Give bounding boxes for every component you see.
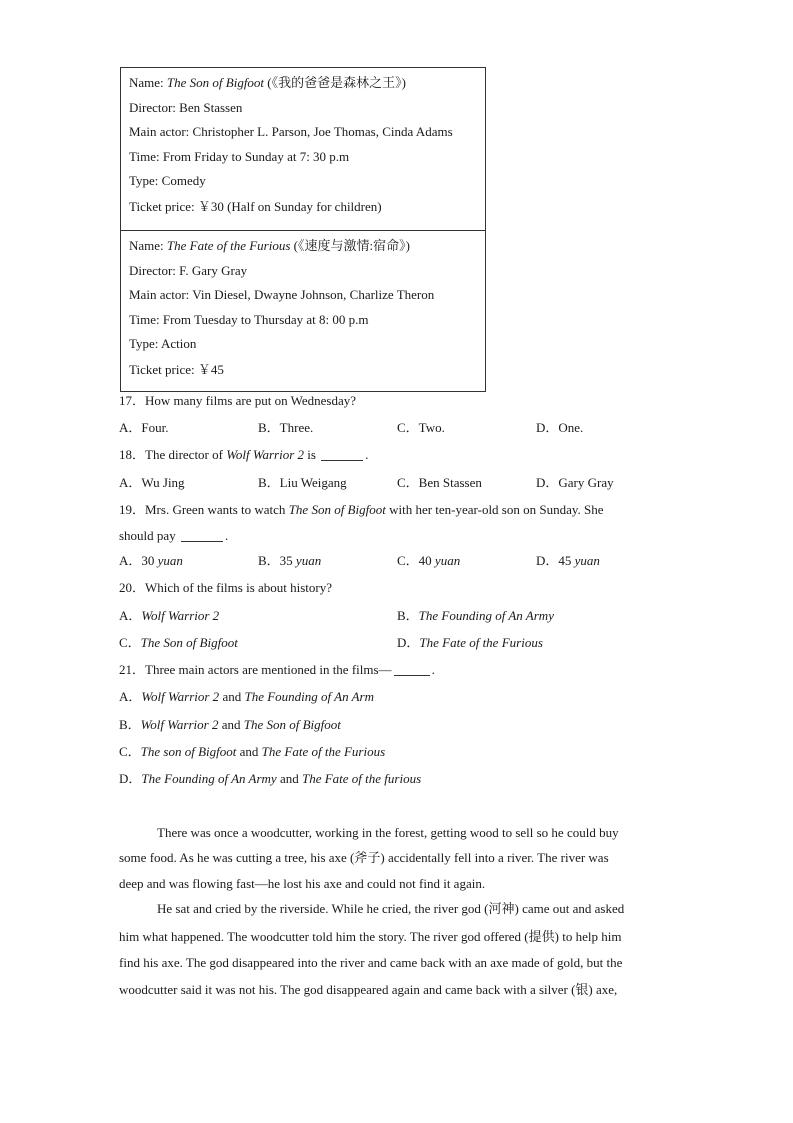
stem-text: 18．The director of	[119, 447, 227, 462]
q20-option-d[interactable]	[397, 633, 543, 653]
option-conjunction: and	[276, 771, 302, 786]
option-amount: 30	[141, 553, 158, 568]
passage-line: some food. As he was cutting a tree, his axe (斧子) accidentally fell into a river. The river was	[119, 850, 609, 865]
q17-option-a[interactable]: A．Four.	[119, 420, 169, 435]
option-conjunction: and	[236, 744, 262, 759]
option-title: Wolf Warrior 2	[141, 608, 220, 623]
option-title: The Son of Bigfoot	[243, 717, 341, 732]
option-letter: B．	[397, 608, 419, 623]
q18-option-b[interactable]: B．Liu Weigang	[258, 475, 347, 490]
q21-option-b[interactable]	[119, 715, 341, 735]
question-19-stem-line2	[119, 526, 228, 546]
option-letter: A．	[119, 553, 142, 568]
option-conjunction: and	[219, 689, 245, 704]
option-letter: D．	[119, 771, 142, 786]
passage-line: him what happened. The woodcutter told him the story. The river god offered (提供) to help him	[119, 929, 622, 944]
stem-text: should pay	[119, 528, 179, 543]
option-title: The Fate of the furious	[301, 771, 422, 786]
film-title: The Son of Bigfoot	[166, 75, 265, 90]
q19-option-c[interactable]	[397, 551, 460, 571]
option-letter: D．	[397, 635, 420, 650]
passage-line: woodcutter said it was not his. The god disappeared again and came back with a silver (银) axe,	[119, 982, 618, 997]
q18-option-a[interactable]: A．Wu Jing	[119, 475, 185, 490]
film-title-cn: (《我的爸爸是森林之王》)	[267, 75, 406, 90]
option-letter: D．	[536, 553, 559, 568]
film-actors: Main actor: Christopher L. Parson, Joe Thomas, Cinda Adams	[129, 124, 453, 139]
film-type: Type: Comedy	[129, 173, 206, 188]
option-title: The son of Bigfoot	[140, 744, 237, 759]
option-unit: yuan	[434, 553, 461, 568]
film-price: Ticket price: ￥45	[129, 361, 224, 377]
q18-option-c[interactable]: C．Ben Stassen	[397, 475, 482, 490]
film-time: Time: From Tuesday to Thursday at 8: 00 p.m	[129, 311, 369, 327]
film-block-2	[121, 230, 485, 391]
answer-blank	[321, 447, 363, 461]
q19-option-b[interactable]	[258, 551, 321, 571]
option-title: The Son of Bigfoot	[140, 635, 238, 650]
option-title: The Founding of An Army	[141, 771, 277, 786]
answer-blank	[394, 662, 430, 676]
option-title: The Fate of the Furious	[419, 635, 543, 650]
name-label: Name:	[129, 75, 164, 90]
stem-text: is	[304, 447, 320, 462]
film-title-cn: (《速度与激情:宿命》)	[293, 238, 410, 253]
q20-option-a[interactable]	[119, 606, 219, 626]
option-letter: A．	[119, 608, 142, 623]
option-title: The Fate of the Furious	[261, 744, 386, 759]
q21-option-d[interactable]	[119, 769, 421, 789]
q21-option-a[interactable]	[119, 687, 374, 707]
option-letter: C．	[119, 744, 141, 759]
name-label: Name:	[129, 238, 164, 253]
film-time: Time: From Friday to Sunday at 7: 30 p.m	[129, 148, 350, 164]
option-amount: 45	[558, 553, 575, 568]
option-letter: C．	[119, 635, 141, 650]
option-title: The Founding of An Arm	[244, 689, 374, 704]
q21-option-c[interactable]	[119, 742, 385, 762]
film-block-1	[121, 68, 485, 230]
q17-option-d[interactable]: D．One.	[536, 420, 584, 435]
question-21-stem	[119, 660, 435, 680]
q19-option-d[interactable]	[536, 551, 600, 571]
film-actors: Main actor: Vin Diesel, Dwayne Johnson, Charlize Theron	[129, 287, 435, 302]
question-20-stem: 20．Which of the films is about history?	[119, 580, 333, 595]
answer-blank	[181, 528, 223, 542]
film-director: Director: F. Gary Gray	[129, 262, 248, 278]
q17-option-b[interactable]: B．Three.	[258, 420, 314, 435]
stem-text: .	[431, 662, 435, 677]
option-unit: yuan	[574, 553, 600, 568]
film-info-table	[120, 67, 486, 392]
option-letter: B．	[119, 717, 141, 732]
q17-option-c[interactable]: C．Two.	[397, 420, 445, 435]
stem-text: .	[224, 528, 229, 543]
passage-line: find his axe. The god disappeared into the river and came back with an axe made of gold, but the	[119, 955, 623, 970]
option-amount: 40	[418, 553, 435, 568]
option-conjunction: and	[218, 717, 244, 732]
film-director: Director: Ben Stassen	[129, 99, 243, 115]
question-18-stem	[119, 445, 368, 465]
film-name	[129, 71, 485, 96]
film-title: The Fate of the Furious	[166, 238, 291, 253]
film-price: Ticket price: ￥30 (Half on Sunday for children)	[129, 198, 382, 214]
question-17-stem: 17．How many films are put on Wednesday?	[119, 393, 356, 408]
stem-title: The Son of Bigfoot	[288, 502, 386, 517]
stem-text: .	[365, 447, 369, 462]
film-type: Type: Action	[129, 336, 197, 351]
q19-option-a[interactable]	[119, 551, 183, 571]
option-title: Wolf Warrior 2	[141, 689, 220, 704]
option-letter: A．	[119, 689, 142, 704]
q20-option-b[interactable]	[397, 606, 554, 626]
stem-text: 21．Three main actors are mentioned in the films—	[119, 662, 392, 677]
option-title: The Founding of An Army	[418, 608, 554, 623]
option-letter: B．	[258, 553, 280, 568]
passage-line: He sat and cried by the riverside. While he cried, the river god (河神) came out and asked	[157, 901, 625, 916]
passage-line: There was once a woodcutter, working in the forest, getting wood to sell so he could buy	[157, 825, 619, 840]
option-unit: yuan	[157, 553, 183, 568]
question-19-stem	[119, 500, 604, 520]
passage-line: deep and was flowing fast—he lost his axe and could not find it again.	[119, 876, 486, 891]
stem-text: 19．Mrs. Green wants to watch	[119, 502, 289, 517]
q18-option-d[interactable]: D．Gary Gray	[536, 475, 614, 490]
stem-text: with her ten-year-old son on Sunday. She	[385, 502, 604, 517]
option-title: Wolf Warrior 2	[140, 717, 219, 732]
option-amount: 35	[279, 553, 296, 568]
option-letter: C．	[397, 553, 419, 568]
q20-option-c[interactable]	[119, 633, 238, 653]
option-unit: yuan	[295, 553, 322, 568]
film-name	[129, 234, 485, 259]
stem-title: Wolf Warrior 2	[226, 447, 305, 462]
